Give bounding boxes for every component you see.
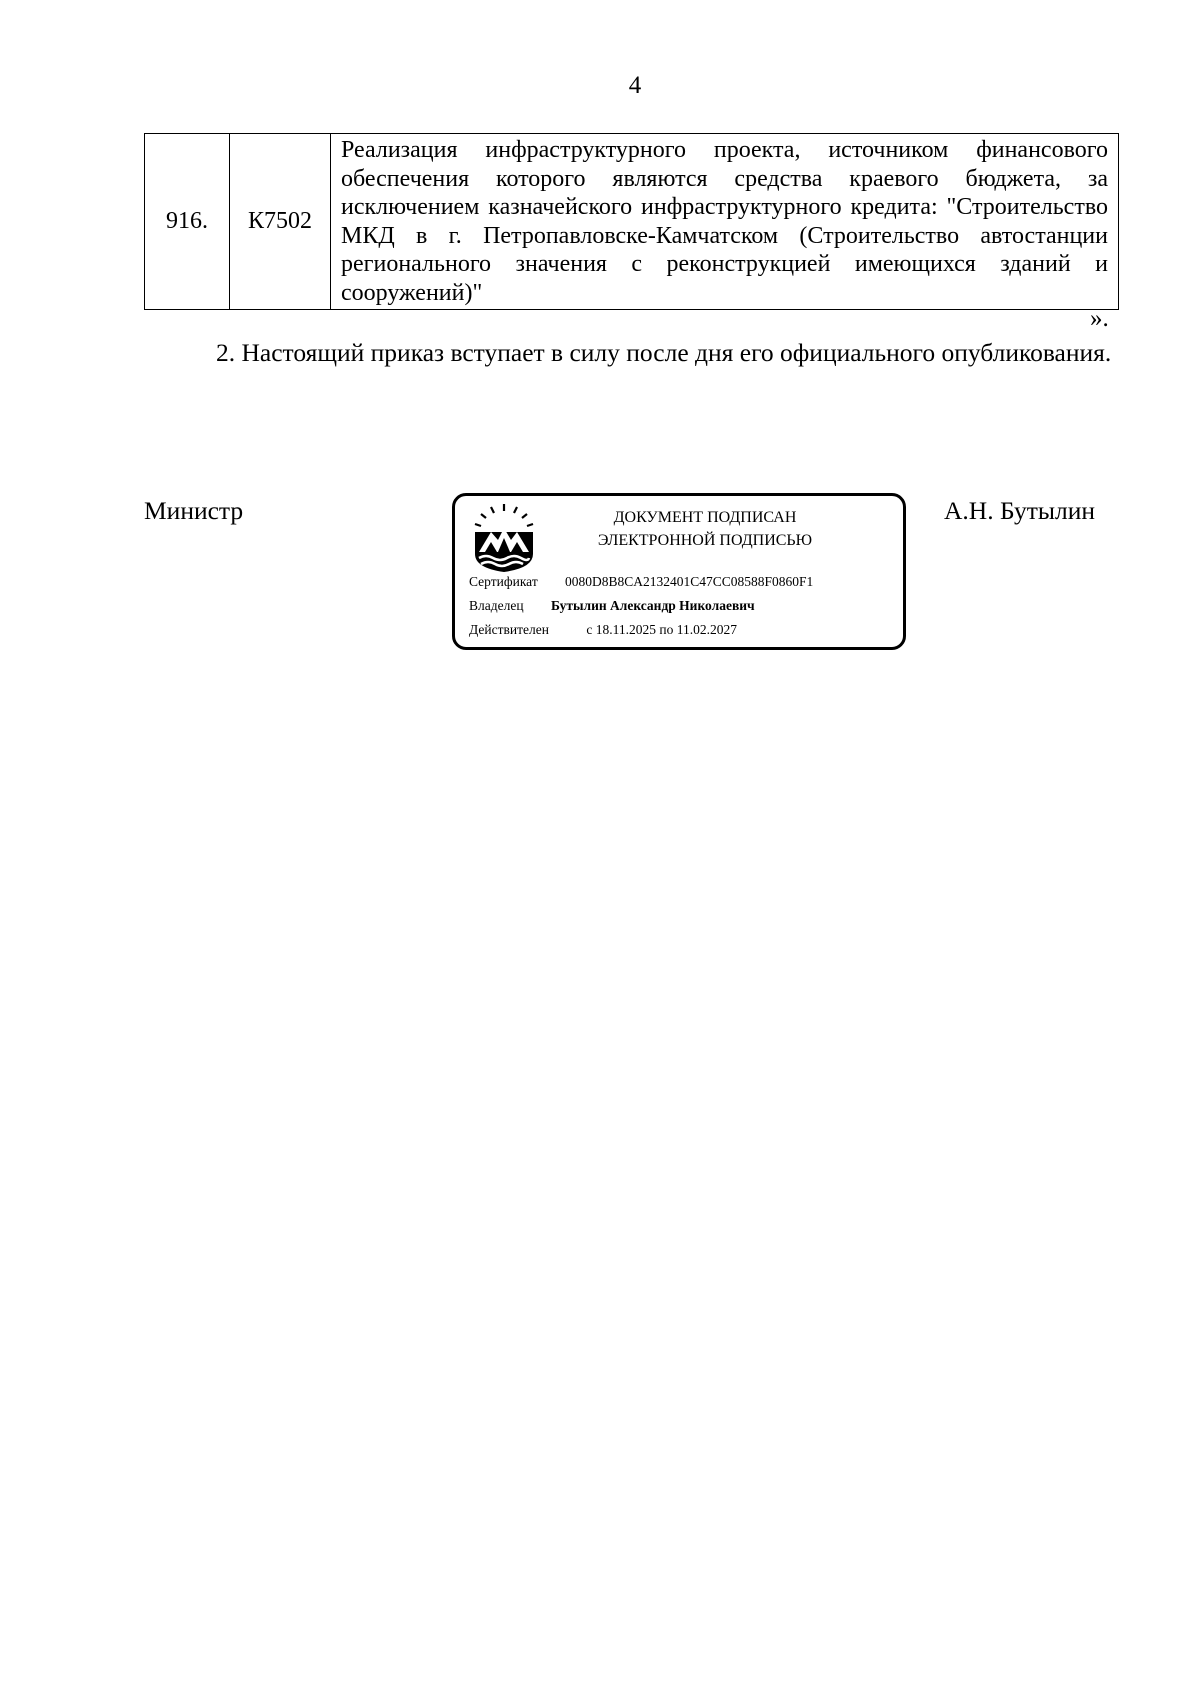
owner-value: Бутылин Александр Николаевич bbox=[551, 598, 755, 613]
stamp-owner-row bbox=[469, 598, 755, 614]
certificate-label: Сертификат bbox=[469, 574, 538, 589]
stamp-validity-row bbox=[469, 622, 737, 638]
order-paragraph: 2. Настоящий приказ вступает в силу после дня его официального опубликования. bbox=[216, 338, 1112, 367]
stamp-certificate-row bbox=[469, 574, 813, 590]
owner-label: Владелец bbox=[469, 598, 524, 613]
valid-from: 18.11.2025 bbox=[595, 622, 656, 637]
budget-table bbox=[144, 133, 1119, 310]
row-description: Реализация инфраструктурного проекта, источником финансового обеспечения которого являются средства краевого бюджета, за исключением казначейского инфраструктурного кредита: "Строительство МКД в г. Петропавловске-Камчатском (Строительство автостанции регионального значения с реконструкцией имеющихся зданий и сооружений)" bbox=[331, 134, 1119, 310]
closing-quote: ». bbox=[1090, 305, 1109, 332]
signer-title: Министр bbox=[144, 496, 244, 525]
valid-label: Действителен bbox=[469, 622, 549, 637]
stamp-heading-line1: ДОКУМЕНТ ПОДПИСАН bbox=[613, 509, 797, 526]
electronic-signature-stamp bbox=[452, 493, 906, 650]
kamchatka-emblem-icon bbox=[471, 502, 537, 574]
stamp-heading bbox=[545, 506, 865, 552]
valid-to: 11.02.2027 bbox=[676, 622, 737, 637]
page-number: 4 bbox=[628, 72, 642, 99]
certificate-value: 0080D8B8CA2132401C47CC08588F0860F1 bbox=[565, 574, 814, 589]
valid-to-prefix: по bbox=[659, 622, 674, 637]
valid-from-prefix: с bbox=[586, 622, 593, 637]
signer-name: А.Н. Бутылин bbox=[944, 496, 1096, 525]
stamp-heading-line2: ЭЛЕКТРОННОЙ ПОДПИСЬЮ bbox=[597, 532, 813, 549]
row-number: 916. bbox=[145, 134, 230, 310]
row-code: К7502 bbox=[230, 134, 331, 310]
table-row bbox=[145, 134, 1119, 310]
